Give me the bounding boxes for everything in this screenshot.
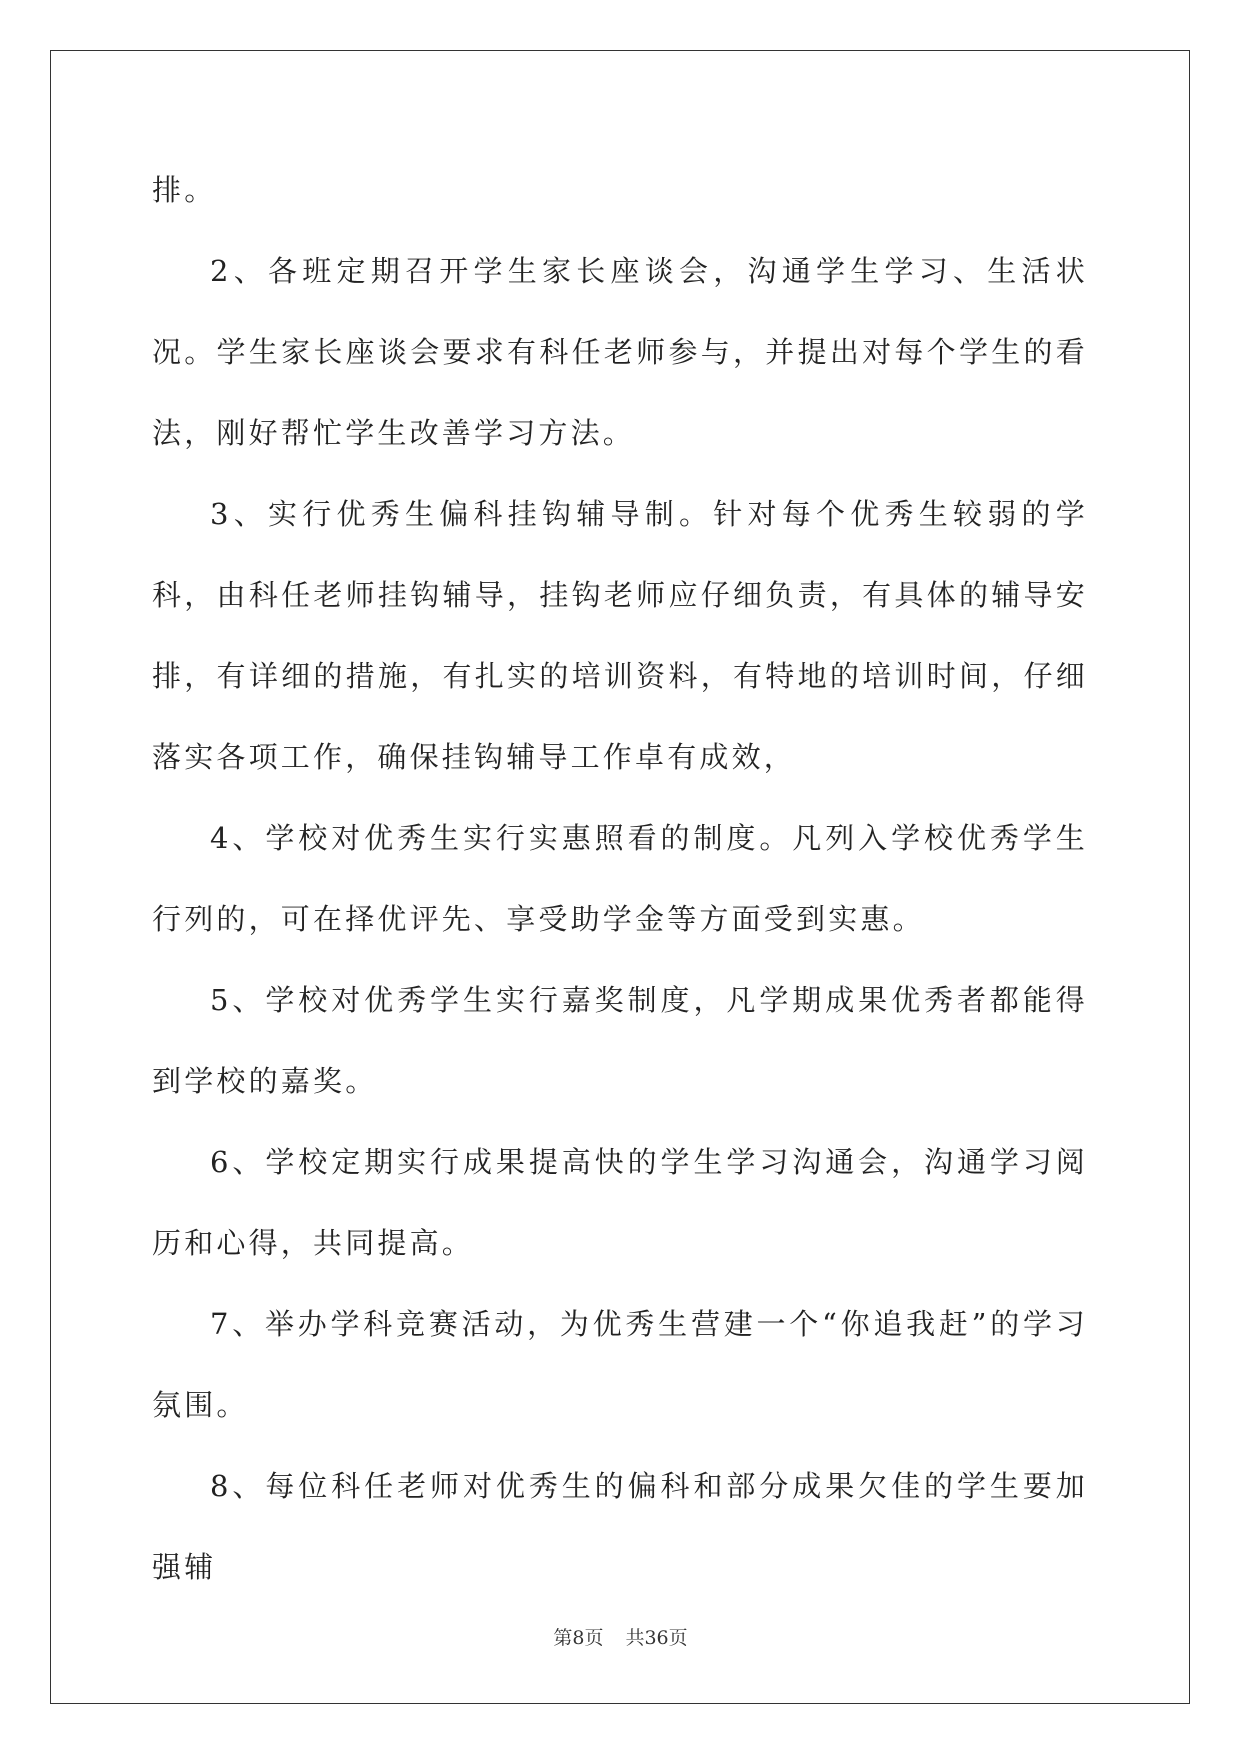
paragraph-item-4: 4、学校对优秀生实行实惠照看的制度。凡列入学校优秀学生行列的，可在择优评先、享受助学金等方面受到实惠。: [152, 821, 1088, 936]
paragraph-item-2: 2、各班定期召开学生家长座谈会，沟通学生学习、生活状况。学生家长座谈会要求有科任老师参与，并提出对每个学生的看法，刚好帮忙学生改善学习方法。: [152, 254, 1088, 450]
paragraph-item-3: 3、实行优秀生偏科挂钩辅导制。针对每个优秀生较弱的学科，由科任老师挂钩辅导，挂钩老师应仔细负责，有具体的辅导安排，有详细的措施，有扎实的培训资料，有特地的培训时间，仔细落实各项工作，确保挂钩辅导工作卓有成效，: [152, 497, 1088, 774]
page-number: 第8页: [553, 1627, 604, 1649]
paragraph-item-6: 6、学校定期实行成果提高快的学生学习沟通会，沟通学习阅历和心得，共同提高。: [152, 1145, 1088, 1260]
paragraph-item-7: 7、举办学科竞赛活动，为优秀生营建一个“你追我赶”的学习氛围。: [152, 1307, 1088, 1422]
document-body: [152, 150, 1088, 1608]
paragraph-continuation: 排。: [152, 173, 217, 207]
page-total: 共36页: [625, 1627, 688, 1649]
paragraph-item-5: 5、学校对优秀学生实行嘉奖制度，凡学期成果优秀者都能得到学校的嘉奖。: [152, 983, 1088, 1098]
page-footer: [0, 1623, 1241, 1650]
paragraph-item-8: 8、每位科任老师对优秀生的偏科和部分成果欠佳的学生要加强辅: [152, 1469, 1088, 1584]
